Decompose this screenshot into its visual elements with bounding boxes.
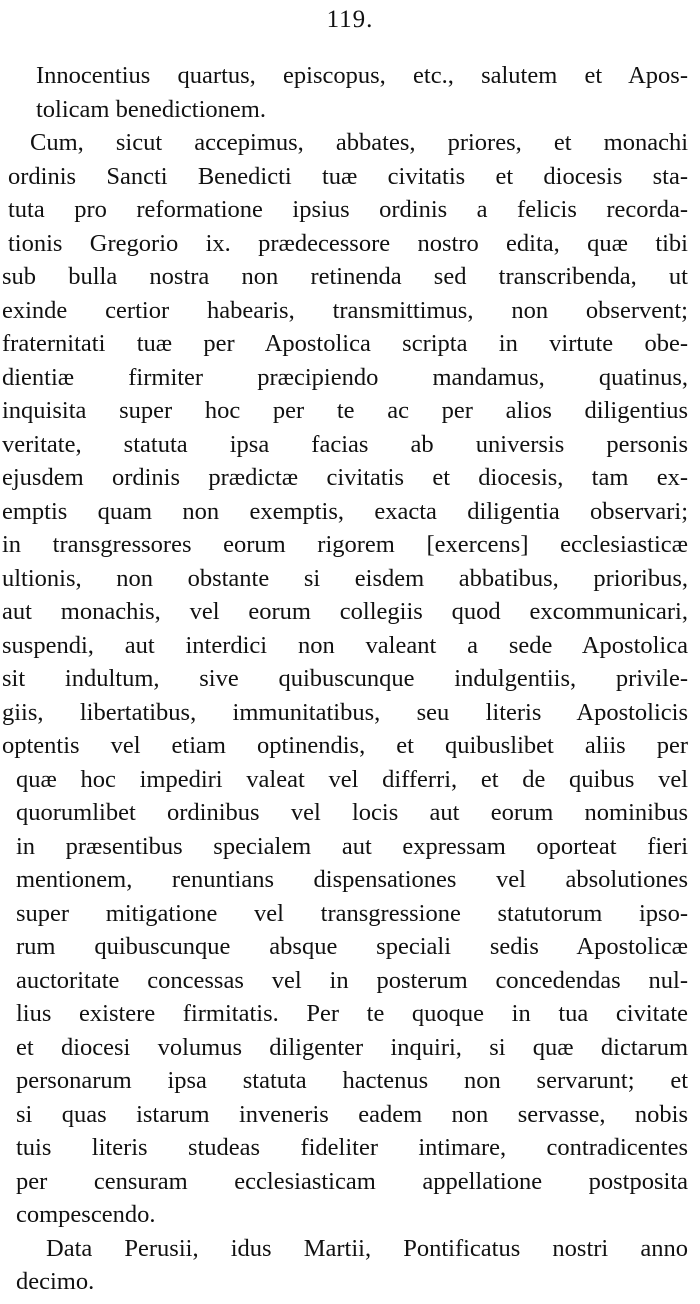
text-line: giis, libertatibus, immunitatibus, seu literis Apostolicis [2, 698, 688, 726]
text-line: in transgressores eorum rigorem [exercens] ecclesiasticæ [2, 531, 688, 558]
text-line: sub bulla nostra non retinenda sed transcribenda, ut [2, 263, 688, 290]
text-line: Data Perusii, idus Martii, Pontificatus nostri anno [46, 1234, 688, 1262]
text-line: quæ hoc impediri valeat vel differri, et de quibus vel [16, 765, 688, 793]
text-line: lius existere firmitatis. Per te quoque in tua civitate [16, 1000, 688, 1027]
text-line: per censuram ecclesiasticam appellatione postposita [16, 1167, 688, 1195]
text-line: aut monachis, vel eorum collegiis quod excommunicari, [2, 598, 688, 625]
text-line: in præsentibus specialem aut expressam oporteat fieri [16, 832, 688, 860]
text-line: si quas istarum inveneris eadem non servasse, nobis [16, 1100, 688, 1128]
text-line: inquisita super hoc per te ac per alios diligentius [2, 397, 688, 424]
text-line: ultionis, non obstante si eisdem abbatibus, prioribus, [2, 564, 688, 592]
text-line: fraternitati tuæ per Apostolica scripta in virtute obe- [2, 330, 688, 357]
text-line: dientiæ firmiter præcipiendo mandamus, quatinus, [2, 363, 688, 391]
text-line: tionis Gregorio ix. prædecessore nostro edita, quæ tibi [8, 229, 688, 257]
text-line: mentionem, renuntians dispensationes vel absolutiones [16, 866, 688, 893]
text-line: rum quibuscunque absque speciali sedis Apostolicæ [16, 933, 688, 960]
text-line: tuis literis studeas fideliter intimare, contradicentes [16, 1134, 688, 1161]
text-line: emptis quam non exemptis, exacta diligentia observari; [2, 497, 688, 525]
text-line: sit indultum, sive quibuscunque indulgentiis, privile- [2, 665, 688, 692]
text-line: decimo. [16, 1268, 95, 1295]
text-line: ordinis Sancti Benedicti tuæ civitatis et diocesis sta- [8, 162, 688, 190]
page-number: 119. [326, 6, 374, 33]
text-line: compescendo. [16, 1201, 156, 1228]
text-line: optentis vel etiam optinendis, et quibuslibet aliis per [2, 732, 688, 759]
text-line: et diocesi volumus diligenter inquiri, si quæ dictarum [16, 1033, 688, 1061]
text-line: Cum, sicut accepimus, abbates, priores, et monachi [30, 129, 688, 156]
document-body [0, 59, 700, 1299]
text-line: veritate, statuta ipsa facias ab universis personis [2, 430, 688, 458]
text-line: exinde certior habearis, transmittimus, non observent; [2, 296, 688, 324]
text-line: tuta pro reformatione ipsius ordinis a felicis recorda- [8, 196, 688, 223]
text-line: suspendi, aut interdici non valeant a sede Apostolica [2, 631, 688, 659]
text-line: personarum ipsa statuta hactenus non servarunt; et [16, 1067, 688, 1094]
text-line: ejusdem ordinis prædictæ civitatis et diocesis, tam ex- [2, 464, 688, 491]
text-line: tolicam benedictionem. [36, 95, 266, 123]
text-line: Innocentius quartus, episcopus, etc., salutem et Apos- [36, 62, 688, 89]
text-line: super mitigatione vel transgressione statutorum ipso- [16, 899, 688, 927]
text-line: auctoritate concessas vel in posterum concedendas nul- [16, 966, 688, 994]
text-line: quorumlibet ordinibus vel locis aut eorum nominibus [16, 799, 688, 826]
